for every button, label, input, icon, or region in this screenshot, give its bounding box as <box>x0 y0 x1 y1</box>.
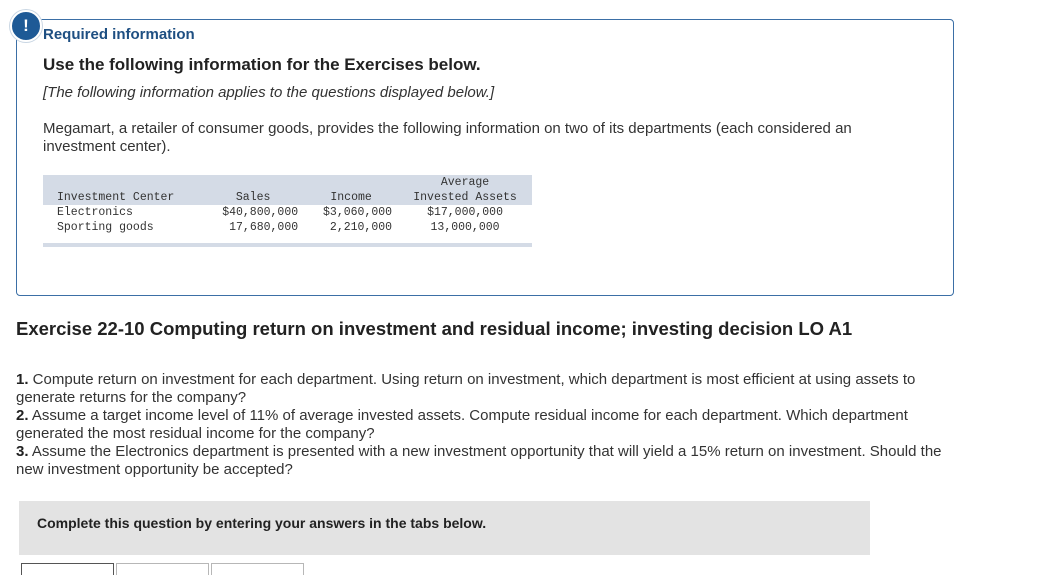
header-investment-center: Investment Center <box>43 175 202 205</box>
header-sales: Sales <box>202 175 304 205</box>
cell-income: $3,060,000 <box>323 206 393 219</box>
cell-assets: 13,000,000 <box>430 221 500 234</box>
table-row <box>43 220 532 235</box>
info-heading: Use the following information for the Exercises below. <box>43 55 481 74</box>
question-text: Assume the Electronics department is presented with a new investment opportunity that will yield a 15% return on investment. Should the new investment opportunity be accepted? <box>16 443 942 478</box>
info-applies-note: [The following information applies to the questions displayed below.] <box>43 84 495 101</box>
instructions-panel <box>19 501 870 555</box>
table-footer-bar <box>43 243 532 247</box>
instructions-text: Complete this question by entering your answers in the tabs below. <box>37 515 487 531</box>
cell-sales: $40,800,000 <box>222 206 299 219</box>
answer-tab-2[interactable] <box>116 563 209 575</box>
table-row <box>43 205 532 220</box>
question-number: 3. <box>16 443 29 460</box>
question-number: 1. <box>16 371 29 388</box>
question-item <box>16 443 956 479</box>
exercise-title: Exercise 22-10 Computing return on investment and residual income; investing decision LO A1 <box>16 318 853 339</box>
header-income: Income <box>304 175 398 205</box>
question-text: Compute return on investment for each department. Using return on investment, which department is most efficient at using assets to generate returns for the company? <box>16 371 916 406</box>
question-number: 2. <box>16 407 29 424</box>
cell-center: Sporting goods <box>57 221 154 234</box>
cell-assets: $17,000,000 <box>427 206 503 219</box>
table-header-row <box>43 175 532 205</box>
header-average-invested-assets: Average Invested Assets <box>398 175 532 205</box>
info-intro-text: Megamart, a retailer of consumer goods, provides the following information on two of its departments (each considered an investment center). <box>43 120 852 155</box>
required-information-title: Required information <box>43 26 195 43</box>
question-text: Assume a target income level of 11% of average invested assets. Compute residual income for each department. Which department generated the most residual income for the company? <box>16 407 908 442</box>
cell-sales: 17,680,000 <box>229 221 299 234</box>
department-data-table <box>43 175 532 247</box>
cell-center: Electronics <box>57 206 133 219</box>
alert-icon: ! <box>10 10 42 42</box>
answer-tab-3[interactable] <box>211 563 304 575</box>
answer-tab-1[interactable] <box>21 563 114 575</box>
cell-income: 2,210,000 <box>329 221 393 234</box>
question-item <box>16 371 956 407</box>
exercise-questions <box>16 371 956 479</box>
question-item <box>16 407 956 443</box>
